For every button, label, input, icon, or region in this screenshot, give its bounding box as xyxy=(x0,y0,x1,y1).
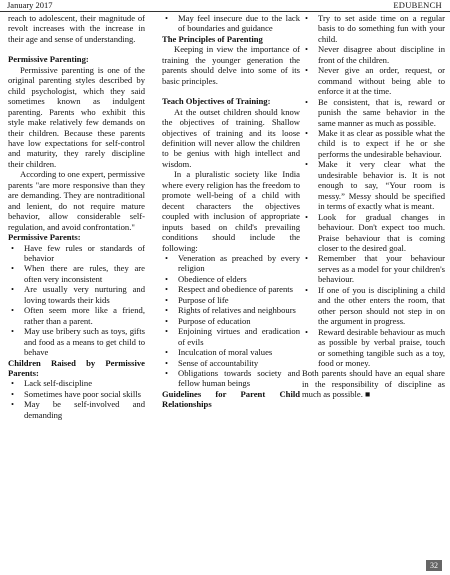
list-item: • Try to set aside time on a regular basis to do something fun with your child. xyxy=(305,13,445,44)
bullet-icon: • xyxy=(305,326,309,337)
bullet-icon: • xyxy=(165,284,169,295)
list-item: • May be self-involved and demanding xyxy=(11,399,145,420)
bullet-icon: • xyxy=(305,127,309,138)
page-header xyxy=(0,0,450,12)
list-item: • Purpose of education xyxy=(165,315,251,326)
children-list xyxy=(8,378,145,420)
list-item: • May feel insecure due to the lack of boundaries and guidance xyxy=(165,13,300,34)
bullet-icon: • xyxy=(165,357,169,368)
list-item: • Have few rules or standards of behavior xyxy=(11,242,145,263)
list-item: • Never give an order, request, or command without being able to enforce it at the time. xyxy=(305,65,445,97)
bullet-icon: • xyxy=(305,65,309,76)
list-item: • Are usually very nurturing and loving towards their kids xyxy=(11,284,145,305)
children-list-continued xyxy=(162,13,300,34)
heading-principles: The Principles of Parenting xyxy=(162,33,263,44)
list-item: • Rights of relatives and neighbours xyxy=(165,305,296,316)
bullet-icon: • xyxy=(165,13,169,23)
bullet-icon: • xyxy=(165,315,169,326)
bullet-icon: • xyxy=(305,96,309,107)
paragraph: Keeping in view the importance of training the younger generation the parents should delve into some of its basic principles. xyxy=(162,44,300,86)
objectives-list xyxy=(162,253,300,389)
bullet-icon: • xyxy=(165,326,169,337)
column-3 xyxy=(302,13,445,400)
issue-date: January 2017 xyxy=(7,0,53,10)
list-item: • Obligations towards society and fellow human beings xyxy=(165,367,300,389)
bullet-icon: • xyxy=(165,252,169,263)
paragraph: Permissive parenting is one of the original parenting styles described by child psychologist, which they said sometimes known as indulgent parenting. Parents who exhibit this style make relatively few demands on their children. Because these parents have low expectations for self-control and maturity, they rarely discipline their children. xyxy=(8,64,145,169)
heading-permissive-parenting: Permissive Parenting: xyxy=(8,54,89,65)
guidelines-list xyxy=(302,13,445,368)
heading-permissive-parents: Permissive Parents: xyxy=(8,232,81,243)
list-item: • Purpose of life xyxy=(165,294,229,305)
bullet-icon: • xyxy=(165,305,169,316)
list-item: • Enjoining virtues and eradication of evils xyxy=(165,326,300,347)
list-item: • Respect and obedience of parents xyxy=(165,284,294,295)
list-item: • Never disagree about discipline in front of the children. xyxy=(305,44,445,65)
list-item: • Reward desirable behaviour as much as possible by verbal praise, touch or something tangible such as a toy, food or money. xyxy=(305,326,445,368)
heading-guidelines: Guidelines for Parent Child Relationships xyxy=(162,388,300,410)
paragraph: At the outset children should know the objectives of training. Shallow objectives of training and its loose definition will never allow the children to be genius with high intellect and wisdom. xyxy=(162,106,300,169)
paragraph: In a pluralistic society like India where every religion has the freedom to promote well-being of a child with decent characters the objectives coupled with inclusion of appropriate inputs based on child's prevailing conditions should include the following: xyxy=(162,169,300,253)
list-item: • When there are rules, they are often very inconsistent xyxy=(11,263,145,284)
intro-paragraph: reach to adolescent, their magnitude of revolt increases with the increase in their age and sense of understanding. xyxy=(8,13,145,44)
heading-teach-objectives: Teach Objectives of Training: xyxy=(162,96,271,107)
bullet-icon: • xyxy=(165,273,169,284)
list-item: • Sometimes have poor social skills xyxy=(11,388,141,399)
bullet-icon: • xyxy=(165,294,169,305)
bullet-icon: • xyxy=(305,13,309,23)
permissive-parents-list xyxy=(8,243,145,358)
list-item: • Look for gradual changes in behaviour. Don't expect too much. Praise behaviour that is coming closer to the desired goal. xyxy=(305,211,445,253)
list-item: • Obedience of elders xyxy=(165,273,247,284)
bullet-icon: • xyxy=(11,242,15,253)
column-2 xyxy=(162,13,300,410)
list-item: • Veneration as preached by every religion xyxy=(165,252,300,274)
bullet-icon: • xyxy=(305,253,309,264)
list-item: • May use bribery such as toys, gifts and food as a means to get child to behave xyxy=(11,326,145,358)
column-1 xyxy=(8,13,145,420)
list-item: • Often seem more like a friend, rather than a parent. xyxy=(11,305,145,326)
list-item: • If one of you is disciplining a child and the other enters the room, that other person should not step in on the argument in progress. xyxy=(305,284,445,327)
bullet-icon: • xyxy=(11,305,15,316)
bullet-icon: • xyxy=(305,44,309,55)
bullet-icon: • xyxy=(305,159,309,170)
bullet-icon: • xyxy=(11,388,15,399)
list-item: • Make it very clear what the undesirable behavior is. It is not enough to say, “Your room is messy.” Messy should be specified in terms of exactly what is meant. xyxy=(305,159,445,212)
list-item: • Remember that your behaviour serves as a model for your children's behaviour. xyxy=(305,253,445,285)
bullet-icon: • xyxy=(165,347,169,358)
heading-children-raised: Children Raised by Permissive Parents: xyxy=(8,357,145,378)
bullet-icon: • xyxy=(305,284,309,295)
list-item: • Be consistent, that is, reward or punish the same behavior in the same manner as much as possible. xyxy=(305,96,445,128)
end-mark-icon: ■ xyxy=(365,389,371,400)
list-item: • Make it as clear as possible what the child is to expect if he or she performs the undesirable behaviour. xyxy=(305,127,445,159)
list-item: • Lack self-discipline xyxy=(11,378,93,389)
publication-name: EDUBENCH xyxy=(393,0,442,10)
closing-paragraph: Both parents should have an equal share in the responsibility of discipline as much as possible. ■ xyxy=(302,368,445,400)
bullet-icon: • xyxy=(11,326,15,337)
list-item: • Sense of accountability xyxy=(165,357,259,368)
page-number: 32 xyxy=(426,560,442,571)
bullet-icon: • xyxy=(11,263,15,274)
bullet-icon: • xyxy=(165,367,169,378)
bullet-icon: • xyxy=(11,399,15,410)
paragraph: According to one expert, permissive parents "are more responsive than they are demanding. They are nontraditional and lenient, do not require mature behavior, allow considerable self-regulation, and avoid confrontation." xyxy=(8,169,145,232)
bullet-icon: • xyxy=(11,284,15,295)
bullet-icon: • xyxy=(11,378,15,389)
bullet-icon: • xyxy=(305,211,309,222)
list-item: • Inculcation of moral values xyxy=(165,347,273,358)
